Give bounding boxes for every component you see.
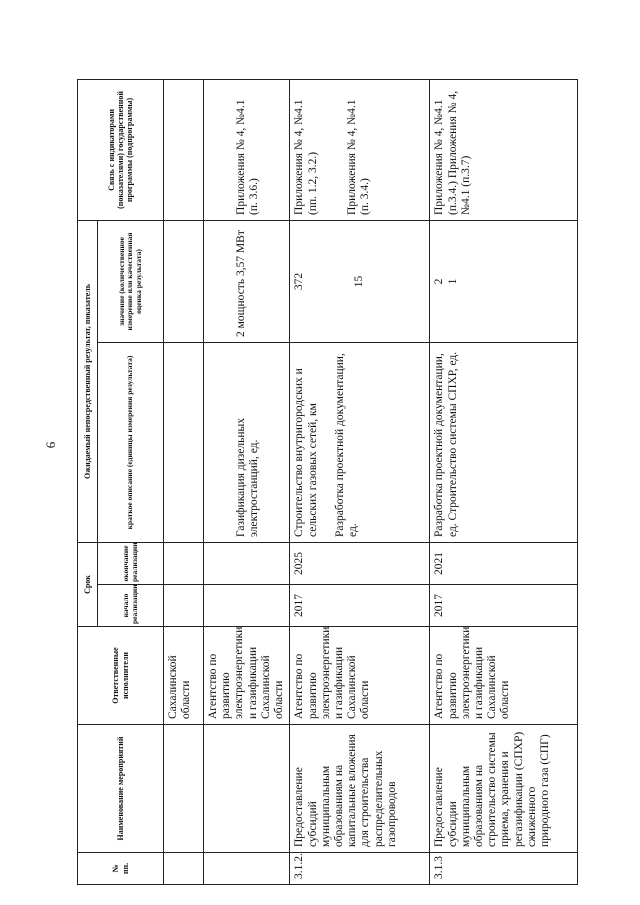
cell-value-text: 2 мощность 3,57 МВт [235,230,247,337]
header-value: значение (количественное измерение или качественная оценка результата) [98,220,164,342]
cell-desc-text: Газификация дизельных электростанций, ед. [235,417,261,537]
cell-responsible: Сахалинской области [164,627,204,725]
header-responsible: Ответственные исполнители [78,627,164,725]
cell-link-text: Приложения № 4, №4.1 (пп. 1.2, 3.2.) [293,99,319,215]
cell-value-text-2: 15 [352,275,365,288]
cell-num [204,853,290,885]
cell-link [290,79,430,220]
header-result: Ожидаемый непосредственный результат, показатель [78,220,98,542]
cell-link [164,79,204,220]
table-row [204,79,290,884]
cell-num: 3.1.3 [430,853,578,885]
cell-desc [290,343,430,543]
cell-link [204,79,290,220]
cell-start: 2017 [430,585,578,627]
cell-responsible: Агентство по развитию электроэнергетики и газификации Сахалинской области [290,627,430,725]
cell-name [164,725,204,853]
cell-value [290,220,430,342]
header-term: Срок [78,543,98,627]
cell-end: 2025 [290,543,430,585]
cell-desc-text: Строительство внутригородских и сельских газовых сетей, км [293,368,319,537]
cell-value-text: 372 [293,272,306,291]
activities-table [77,79,578,885]
cell-responsible: Агентство по развитию электроэнергетики и газификации Сахалинской области [204,627,290,725]
cell-start [204,585,290,627]
cell-num [164,853,204,885]
header-end: окончание реализации [98,543,164,585]
table-row [430,79,578,884]
cell-end [204,543,290,585]
cell-num: 3.1.2. [290,853,430,885]
page-number: 6 [43,441,58,449]
rotated-table-wrapper [77,80,617,885]
table-row [290,79,430,884]
cell-value [164,220,204,342]
cell-end: 2021 [430,543,578,585]
cell-link-text-2: Приложения № 4, №4.1 (п. 3.4.) [345,99,371,215]
cell-desc-text-2: Разработка проектной документации, ед. [333,353,359,537]
cell-link-text: Приложения № 4, №4.1 (п. 3.6.) [235,99,261,215]
cell-end [164,543,204,585]
cell-desc [204,343,290,543]
cell-link: Приложения № 4, №4.1 (п.3.4.) Приложения № 4, №4.1 (п.3.7) [430,79,578,220]
header-start: начало реализации [98,585,164,627]
cell-desc: Разработка проектной документации, ед. Строительство системы СПХР, ед. [430,343,578,543]
cell-start: 2017 [290,585,430,627]
cell-name [204,725,290,853]
cell-value [204,220,290,342]
cell-name: Предоставление субсидий муниципальным образованиям на капитальные вложения для строительства распределительных газопроводов [290,725,430,853]
header-num: № пп. [78,853,164,885]
cell-value: 2 1 [430,220,578,342]
header-desc: краткое описание (единицы измерения результата) [98,343,164,543]
cell-responsible: Агентство по развитию электроэнергетики и газификации Сахалинской области [430,627,578,725]
cell-desc [164,343,204,543]
header-name: Наименование мероприятий [78,725,164,853]
cell-name: Предоставление субсидии муниципальным образованиям на строительство системы приема, хранения и регазификации (СПХР) сжиженного природного газа (СПГ) [430,725,578,853]
cell-start [164,585,204,627]
header-link: Связь с индикаторами (показателями) государственной программы (подпрограммы) [78,79,164,220]
table-row [164,79,204,884]
